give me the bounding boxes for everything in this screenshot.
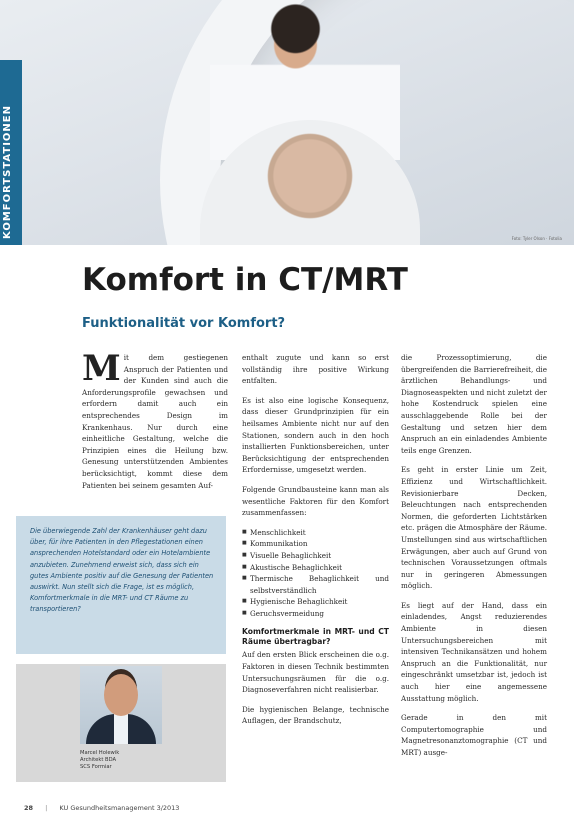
column-2	[242, 352, 389, 735]
page-footer	[24, 804, 179, 812]
list-item: ■ Geruchsvermeidung	[242, 608, 389, 620]
list-item: ■ Akustische Behaglichkeit	[242, 562, 389, 574]
section-tab-label: KOMFORTSTATIONEN	[2, 105, 13, 239]
section-tab	[0, 60, 22, 245]
author-role: Architekt BDA	[80, 757, 117, 763]
paragraph: Die hygienischen Belange, technische Auflagen, der Brandschutz,	[242, 704, 389, 726]
list-item: ■ Menschlichkeit	[242, 527, 389, 539]
paragraph: Gerade in den mit Computertomographie und Magnetresonanztomographie (CT und MRT) ausge-	[401, 713, 547, 757]
page-number: 28	[24, 804, 34, 812]
author-box	[16, 664, 226, 782]
portrait-shirt	[114, 714, 128, 744]
list-item: ■ Thermische Behaglichkeit und selbstverständlich	[242, 573, 389, 596]
section-subheading: Komfortmerkmale in MRT- und CT Räume übertragbar?	[242, 627, 389, 647]
author-caption	[80, 750, 119, 771]
author-portrait	[80, 666, 162, 744]
paragraph: Auf den ersten Blick erscheinen die o.g. Faktoren in diesen Technik bestimmten Untersuchungsräumen für die o.g. Diagnoseverfahren nicht realisierbar.	[242, 650, 389, 695]
paragraph: Es ist also eine logische Konsequenz, dass dieser Grundprinzipien für ein heilsames Ambiente nicht nur auf den Stationen, sondern auch in den hoch installierten Funktionsbereichen, unter Berücksichtigung der entsprechenden Erfordernisse, umgesetzt werden.	[242, 395, 389, 475]
publication-name: KU Gesundheitsmanagement 3/2013	[59, 804, 180, 812]
list-item: ■ Kommunikation	[242, 538, 389, 550]
author-name: Marcel Holewik	[80, 750, 120, 756]
list-item: ■ Hygienische Behaglichkeit	[242, 596, 389, 608]
comfort-factor-list	[242, 527, 389, 620]
column-1	[82, 348, 228, 499]
drop-cap: M	[82, 348, 121, 389]
pull-quote-box	[16, 516, 226, 654]
photo-credit: Foto: Tyler Olson · Fotolia	[511, 236, 562, 241]
paragraph: Folgende Grundbausteine kann man als wesentliche Faktoren für den Komfort zusammenfassen:	[242, 484, 389, 518]
paragraph: die Prozessoptimierung, die übergreifenden die Barrierefreiheit, die ärztlichen Behandlungs- und Diagnoseaspekten und nicht zuletzt der hohe Kostendruck spielen eine ausschlaggebende Rolle bei der Gestaltung und setzen hier dem Anspruch an ein einladendes Ambiente teils enge Grenzen.	[401, 353, 547, 455]
intro-paragraph	[82, 348, 228, 491]
portrait-head	[104, 674, 138, 716]
list-item: ■ Visuelle Behaglichkeit	[242, 550, 389, 562]
article-subtitle: Funktionalität vor Komfort?	[82, 316, 286, 331]
paragraph: Es geht in erster Linie um Zeit, Effizienz und Wirtschaftlichkeit. Revisionierbare Decken, Beleuchtungen nach entsprechenden Normen, die geforderten Lichtstärken etc. prägen die Atmosphäre der Räume. Umstellungen sind aus wirtschaftlichen Erwägungen, aber auch auf Grund von technischen Voraussetzungen oftmals nur in geringeren Abmessungen möglich.	[401, 465, 547, 591]
paragraph: Es liegt auf der Hand, dass ein einladendes, Angst reduzierendes Ambiente in diesen Untersuchungsbereichen mit intensiven Technikansätzen und hohem Anspruch an die Funktionalität, nur eingeschränkt umsetzbar ist, jedoch ist auch hier eine angemessene Ausstattung möglich.	[401, 600, 547, 703]
footer-separator: |	[45, 804, 48, 812]
column-3	[401, 352, 547, 767]
article-title: Komfort in CT/MRT	[82, 262, 408, 298]
intro-text: it dem gestiegenen Anspruch der Patienten und der Kunden sind auch die Anforderungsprofile gewachsen und erfordern damit auch ein entsprechendes Design im Krankenhaus. Nur durch eine einheitliche Gestaltung, welche die Prinzipien eines die Heilung bzw. Genesung unterstützenden Ambientes berücksichtigt, kommt diese dem Patienten bei seinem gesamten Auf-	[82, 353, 228, 490]
paragraph: enthalt zugute und kann so erst vollständig ihre positive Wirkung entfalten.	[242, 353, 389, 386]
hero-photo	[0, 0, 574, 245]
pull-quote: Die überwiegende Zahl der Krankenhäuser geht dazu über, für ihre Patienten in den Pflegestationen einen ansprechenden Hotelstandard oder ein Hotelambiente anzubieten. Zunehmend erweist sich, dass sich ein gutes Ambiente positiv auf die Genesung der Patienten auswirkt. Nun stellt sich die Frage, ist es möglich, Komfortmerkmale in die MRT- und CT Räume zu transportieren?	[30, 527, 214, 614]
author-city: SCS Formiar	[80, 764, 112, 770]
